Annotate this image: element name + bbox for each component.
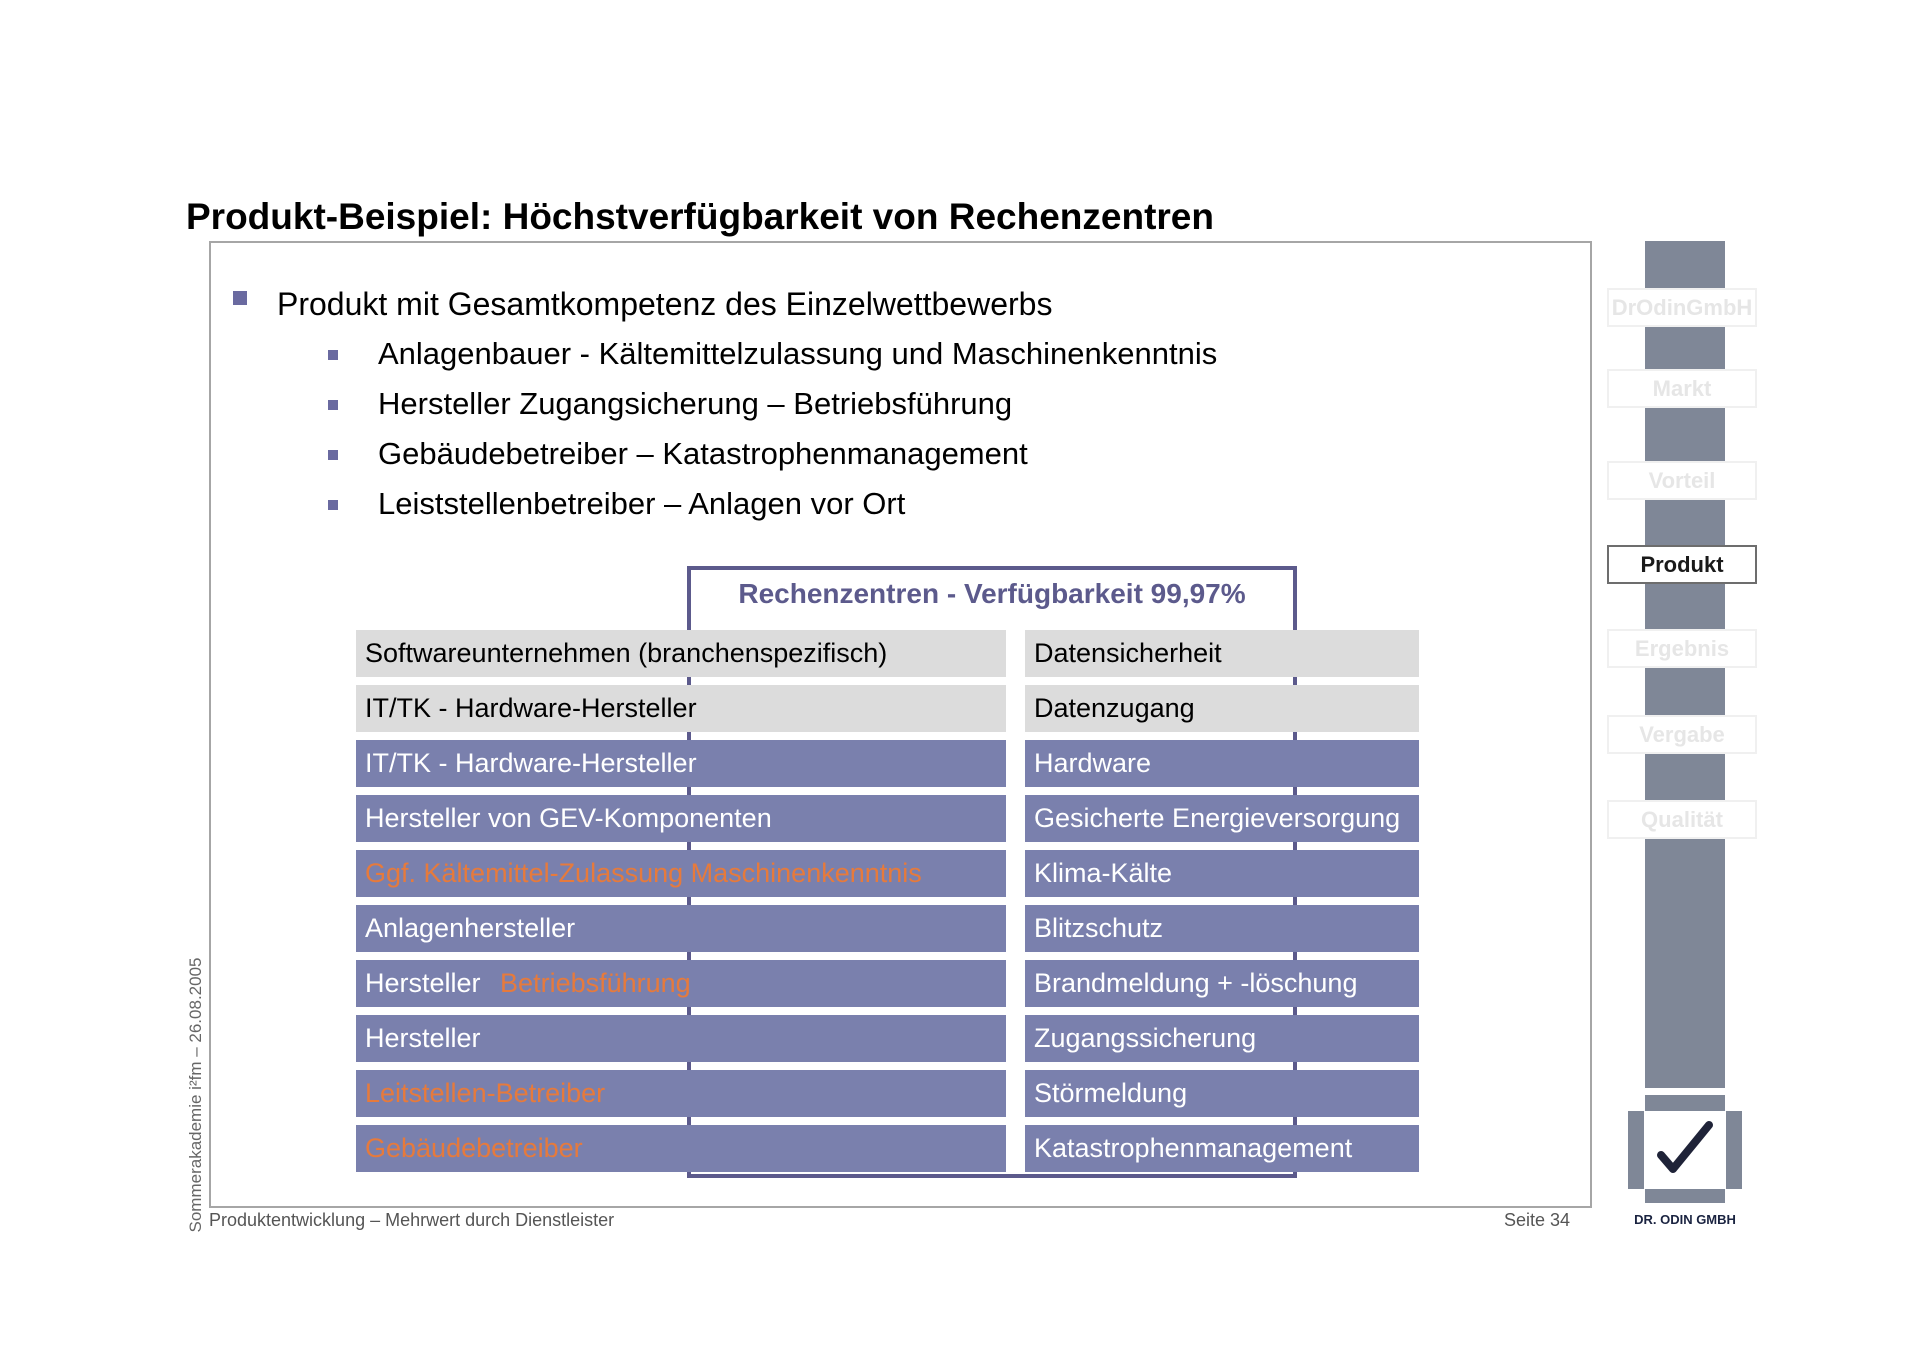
main-bullet-text: Produkt mit Gesamtkompetenz des Einzelwettbewerbs [277, 286, 1053, 322]
component-text: Blitzschutz [1034, 913, 1164, 943]
component-text: Gesicherte Energieversorgung [1034, 803, 1401, 833]
provider-text: Hersteller [365, 968, 481, 998]
sub-bullet-text: Leiststellenbetreiber – Anlagen vor Ort [378, 486, 906, 521]
component-row [1025, 1070, 1419, 1117]
component-text: Brandmeldung + -löschung [1034, 968, 1358, 998]
provider-text: Hersteller von GEV-Komponenten [365, 803, 772, 833]
sub-bullet-text: Gebäudebetreiber – Katastrophenmanagement [378, 436, 1028, 471]
logo-text: DR. ODIN GMBH [1634, 1212, 1736, 1227]
provider-row [356, 630, 1006, 677]
slide-title: Produkt-Beispiel: Höchstverfügbarkeit von Rechenzentren [186, 196, 1214, 237]
page-number: Seite 34 [1504, 1210, 1571, 1230]
component-text: Datenzugang [1034, 693, 1195, 723]
component-text: Hardware [1034, 748, 1152, 778]
component-row [1025, 1015, 1419, 1062]
nav-item-qualitaet[interactable]: Qualität [1607, 800, 1757, 839]
provider-text: Anlagenhersteller [365, 913, 576, 943]
provider-row [356, 850, 1006, 897]
sub-bullet-text: Anlagenbauer - Kältemittelzulassung und Maschinenkenntnis [378, 336, 1218, 371]
nav-item-drodingmbh[interactable]: DrOdinGmbH [1607, 288, 1757, 327]
provider-row [356, 1125, 1006, 1172]
nav-item-markt[interactable]: Markt [1607, 369, 1757, 408]
provider-row [356, 960, 1006, 1007]
component-text: Störmeldung [1034, 1078, 1188, 1108]
component-row [1025, 1125, 1419, 1172]
nav-item-vergabe[interactable]: Vergabe [1607, 715, 1757, 754]
component-text: Klima-Kälte [1034, 858, 1173, 888]
component-text: Datensicherheit [1034, 638, 1222, 668]
component-text: Zugangssicherung [1034, 1023, 1257, 1053]
provider-row [356, 1015, 1006, 1062]
bullet-square-icon [233, 291, 247, 305]
component-row [1025, 740, 1419, 787]
bullet-square-icon [328, 500, 338, 510]
provider-highlight: Betriebsführung [500, 968, 691, 998]
nav-item-vorteil[interactable]: Vorteil [1607, 461, 1757, 500]
provider-row [356, 685, 1006, 732]
provider-highlight: Leitstellen-Betreiber [365, 1078, 606, 1108]
component-row [1025, 850, 1419, 897]
component-row [1025, 960, 1419, 1007]
bullet-square-icon [328, 400, 338, 410]
provider-text: Softwareunternehmen (branchenspezifisch) [365, 638, 888, 668]
provider-text: Hersteller [365, 1023, 481, 1053]
component-text: Katastrophenmanagement [1034, 1133, 1353, 1163]
provider-row [356, 1070, 1006, 1117]
side-caption: Sommerakademie i²fm – 26.08.2005 [186, 957, 205, 1233]
provider-text: IT/TK - Hardware-Hersteller [365, 693, 697, 723]
datacenter-header: Rechenzentren - Verfügbarkeit 99,97% [738, 578, 1246, 609]
provider-text: IT/TK - Hardware-Hersteller [365, 748, 697, 778]
provider-row [356, 905, 1006, 952]
component-row [1025, 905, 1419, 952]
provider-highlight: Gebäudebetreiber [365, 1133, 583, 1163]
nav-item-ergebnis[interactable]: Ergebnis [1607, 629, 1757, 668]
provider-highlight: Ggf. Kältemittel-Zulassung Maschinenkenntnis [365, 858, 922, 888]
company-logo-icon [1625, 1095, 1745, 1213]
bullet-square-icon [328, 450, 338, 460]
sub-bullet-text: Hersteller Zugangsicherung – Betriebsführung [378, 386, 1013, 421]
footer-title: Produktentwicklung – Mehrwert durch Dienstleister [209, 1210, 615, 1230]
component-row [1025, 630, 1419, 677]
provider-row [356, 740, 1006, 787]
component-row [1025, 685, 1419, 732]
component-row [1025, 795, 1419, 842]
provider-row [356, 795, 1006, 842]
nav-item-produkt[interactable]: Produkt [1607, 545, 1757, 584]
bullet-square-icon [328, 350, 338, 360]
